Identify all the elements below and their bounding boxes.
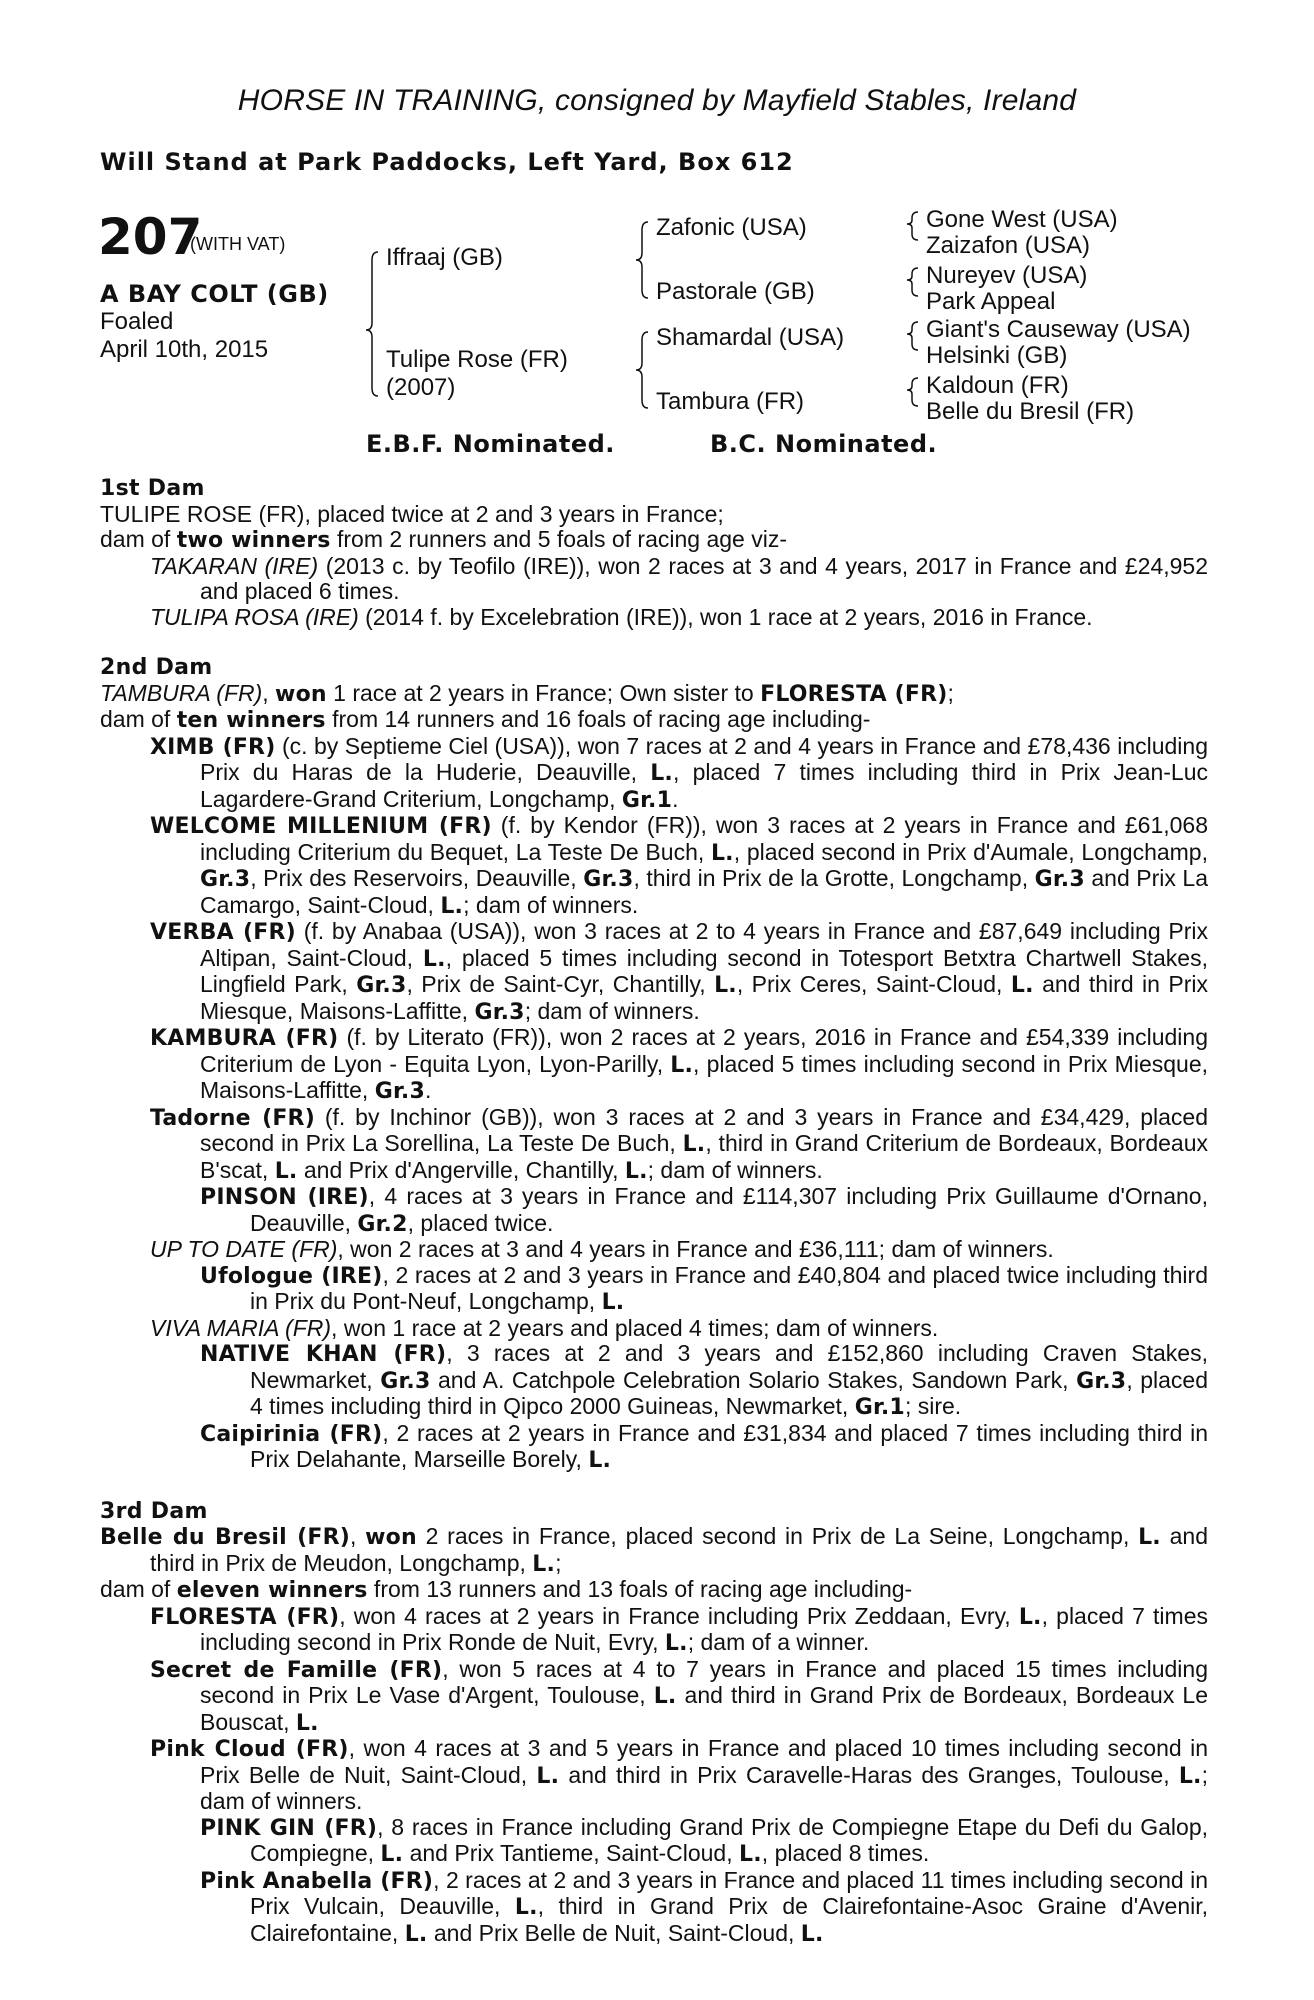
- progeny-entry: Secret de Famille (FR), won 5 races at 4 to 7 years in France and placed 15 times including second in Prix Le Vase d'Argent, Toulouse, L. and third in Grand Prix de Bordeaux, Bordeaux Le Bouscat, L.: [150, 1655, 1208, 1736]
- vat-note: (WITH VAT): [190, 234, 286, 254]
- gg-2: Zaizafon (USA): [926, 232, 1091, 259]
- progeny-entry: Ufologue (IRE), 2 races at 2 and 3 years in France and £40,804 and placed twice including third in Prix du Pont-Neuf, Longchamp, L.: [200, 1261, 1208, 1315]
- lot-number: 207: [98, 208, 203, 266]
- progeny-entry: KAMBURA (FR) (f. by Literato (FR)), won 2 races at 2 years, 2016 in France and £54,339 including Criterium de Lyon - Equita Lyon, Lyon-Parilly, L., placed 5 times including second in Prix Miesque, Maisons-Laffitte, Gr.3.: [150, 1024, 1208, 1104]
- bc-nominated: B.C. Nominated.: [710, 430, 938, 458]
- sire-sire: Zafonic (USA): [656, 214, 807, 241]
- third-dam-section: [100, 1499, 1208, 1948]
- progeny-entry: WELCOME MILLENIUM (FR) (f. by Kendor (FR)), won 3 races at 2 years in France and £61,068 including Criterium du Bequet, La Teste De Buch, L., placed second in Prix d'Aumale, Longchamp, Gr.3, Prix des Reservoirs, Deauville, Gr.3, third in Prix de la Grotte, Longchamp, Gr.3 and Prix La Camargo, Saint-Cloud, L.; dam of winners.: [150, 812, 1208, 919]
- gg-3: Nureyev (USA): [926, 262, 1088, 289]
- ebf-nominated: E.B.F. Nominated.: [366, 430, 615, 458]
- progeny-entry: PINSON (IRE), 4 races at 3 years in France and £114,307 including Prix Guillaume d'Ornano, Deauville, Gr.2, placed twice.: [200, 1183, 1208, 1237]
- foaled-label: Foaled: [100, 308, 174, 335]
- sire: Iffraaj (GB): [386, 244, 503, 271]
- foal-entry: TULIPA ROSA (IRE) (2014 f. by Excelebration (IRE)), won 1 race at 2 years, 2016 in France.: [150, 603, 1093, 630]
- second-dam-heading: 2nd Dam: [100, 655, 213, 680]
- first-dam-section: [100, 476, 1208, 630]
- foal-entry: TAKARAN (IRE) (2013 c. by Teofilo (IRE)), won 2 races at 3 and 4 years, 2017 in France and £24,952 and placed 6 times.: [150, 552, 1208, 604]
- progeny-entry: UP TO DATE (FR), won 2 races at 3 and 4 years in France and £36,111; dam of winners.: [150, 1236, 1054, 1262]
- third-dam-intro: Belle du Bresil (FR), won 2 races in France, placed second in Prix de La Seine, Longchamp, L. and third in Prix de Meudon, Longchamp, L.;: [100, 1523, 1209, 1577]
- page-title: HORSE IN TRAINING, consigned by Mayfield Stables, Ireland: [237, 84, 1077, 117]
- gg-1: Gone West (USA): [926, 206, 1118, 233]
- gg-6: Helsinki (GB): [926, 342, 1068, 369]
- first-dam-record: dam of two winners from 2 runners and 5 foals of racing age viz-: [100, 526, 787, 553]
- dam-sire: Shamardal (USA): [656, 324, 845, 351]
- progeny-entry: NATIVE KHAN (FR), 3 races at 2 and 3 years and £152,860 including Craven Stakes, Newmarket, Gr.3 and A. Catchpole Celebration Solario Stakes, Sandown Park, Gr.3, placed 4 times including third in Qipco 2000 Guineas, Newmarket, Gr.1; sire.: [200, 1340, 1208, 1420]
- progeny-entry: VERBA (FR) (f. by Anabaa (USA)), won 3 races at 2 to 4 years in France and £87,649 including Prix Altipan, Saint-Cloud, L., placed 5 times including second in Totesport Betxtra Chartwell Stakes, Lingfield Park, Gr.3, Prix de Saint-Cyr, Chantilly, L., Prix Ceres, Saint-Cloud, L. and third in Prix Miesque, Maisons-Laffitte, Gr.3; dam of winners.: [150, 918, 1208, 1025]
- catalogue-body: [100, 476, 1208, 1947]
- progeny-entry: FLORESTA (FR), won 4 races at 2 years in France including Prix Zeddaan, Evry, L., placed 7 times including second in Prix Ronde de Nuit, Evry, L.; dam of a winner.: [150, 1602, 1208, 1656]
- first-dam-heading: 1st Dam: [100, 476, 205, 501]
- gg-4: Park Appeal: [926, 288, 1056, 315]
- foaled-date: April 10th, 2015: [100, 336, 269, 363]
- progeny-entry: PINK GIN (FR), 8 races in France including Grand Prix de Compiegne Etape du Defi du Galop, Compiegne, L. and Prix Tantieme, Saint-Cloud, L., placed 8 times.: [200, 1813, 1208, 1867]
- gg-8: Belle du Bresil (FR): [926, 398, 1135, 425]
- third-dam-heading: 3rd Dam: [100, 1498, 208, 1524]
- dam: Tulipe Rose (FR): [386, 346, 568, 373]
- lot-description: A BAY COLT (GB): [100, 280, 329, 308]
- gg-5: Giant's Causeway (USA): [926, 316, 1191, 343]
- third-dam-record: dam of eleven winners from 13 runners and 13 foals of racing age including-: [100, 1576, 913, 1603]
- second-dam-section: [100, 655, 1208, 1474]
- sire-dam: Pastorale (GB): [656, 278, 815, 305]
- progeny-entry: Pink Anabella (FR), 2 races at 2 and 3 years in France and placed 11 times including second in Prix Vulcain, Deauville, L., third in Grand Prix de Clairefontaine-Asoc Graine d'Avenir, Clairefontaine, L. and Prix Belle de Nuit, Saint-Cloud, L.: [200, 1866, 1208, 1947]
- dam-dam: Tambura (FR): [656, 388, 805, 415]
- stand-location: Will Stand at Park Paddocks, Left Yard, Box 612: [100, 148, 794, 176]
- gg-7: Kaldoun (FR): [926, 372, 1069, 399]
- progeny-entry: VIVA MARIA (FR), won 1 race at 2 years and placed 4 times; dam of winners.: [150, 1314, 939, 1341]
- second-dam-intro: TAMBURA (FR), won 1 race at 2 years in France; Own sister to FLORESTA (FR);: [100, 679, 954, 707]
- pedigree-block: [0, 200, 1314, 460]
- dam-year: (2007): [386, 374, 456, 401]
- first-dam-line: TULIPE ROSE (FR), placed twice at 2 and 3 years in France;: [100, 500, 724, 527]
- progeny-entry: Caipirinia (FR), 2 races at 2 years in France and £31,834 and placed 7 times including third in Prix Delahante, Marseille Borely, L.: [200, 1419, 1209, 1473]
- progeny-entry: Tadorne (FR) (f. by Inchinor (GB)), won 3 races at 2 and 3 years in France and £34,429, placed second in Prix La Sorellina, La Teste De Buch, L., third in Grand Criterium de Bordeaux, Bordeaux B'scat, L. and Prix d'Angerville, Chantilly, L.; dam of winners.: [150, 1103, 1209, 1184]
- progeny-entry: Pink Cloud (FR), won 4 races at 3 and 5 years in France and placed 10 times including second in Prix Belle de Nuit, Saint-Cloud, L. and third in Prix Caravelle-Haras des Granges, Toulouse, L.; dam of winners.: [150, 1735, 1208, 1814]
- progeny-entry: XIMB (FR) (c. by Septieme Ciel (USA)), won 7 races at 2 and 4 years in France and £78,436 including Prix du Haras de la Huderie, Deauville, L., placed 7 times including third in Prix Jean-Luc Lagardere-Grand Criterium, Longchamp, Gr.1.: [150, 732, 1208, 813]
- second-dam-record: dam of ten winners from 14 runners and 16 foals of racing age including-: [100, 706, 871, 733]
